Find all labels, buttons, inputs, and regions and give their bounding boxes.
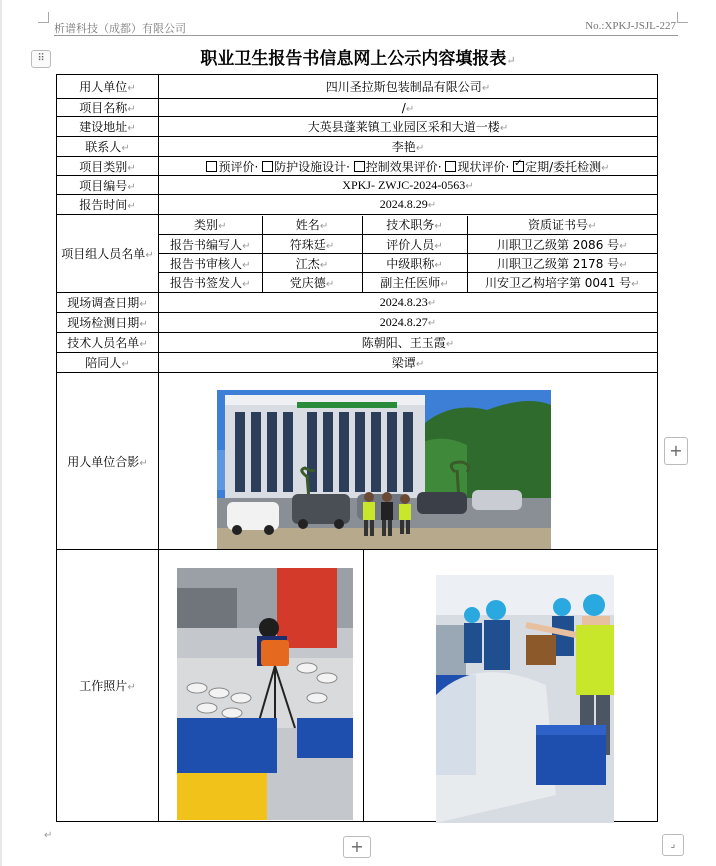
label-team: 项目组人员名单↵ [57, 215, 159, 293]
category-option[interactable]: 预评价 [206, 160, 254, 174]
add-row-icon[interactable]: + [343, 836, 371, 858]
category-option[interactable]: ✓定期/委托检测 [513, 160, 601, 174]
team-table [159, 216, 657, 292]
checkbox-checked-icon[interactable] [513, 161, 524, 172]
row-category [57, 157, 658, 176]
table-resize-icon[interactable]: ⌟ [662, 834, 684, 856]
team-header: 类别↵ [159, 216, 262, 235]
label-category: 项目类别↵ [57, 157, 159, 176]
work-photo-workers[interactable] [436, 575, 614, 823]
team-title[interactable]: 副主任医师↵ [362, 273, 467, 292]
table-move-handle-icon[interactable]: ⠿ [31, 50, 51, 68]
value-project-name[interactable]: /↵ [159, 99, 658, 117]
team-header: 技术职务↵ [362, 216, 467, 235]
team-cert[interactable]: 川安卫乙构培字第 0041 号↵ [467, 273, 657, 292]
row-technicians [57, 333, 658, 353]
team-title[interactable]: 中级职称↵ [362, 254, 467, 273]
team-header-row [159, 216, 657, 235]
row-report-date [57, 195, 658, 215]
team-header: 姓名↵ [262, 216, 362, 235]
group-photo-image [217, 390, 551, 549]
row-contact [57, 137, 658, 157]
row-address [57, 117, 658, 137]
add-column-icon[interactable]: + [664, 437, 688, 465]
document-title: 职业卫生报告书信息网上公示内容填报表↵ [200, 49, 516, 69]
document-title-text: 职业卫生报告书信息网上公示内容填报表 [200, 49, 507, 69]
team-role[interactable]: 报告书编写人↵ [159, 235, 262, 254]
value-test-date[interactable]: 2024.8.27↵ [159, 313, 658, 333]
label-companion: 陪同人↵ [57, 353, 159, 373]
team-cert[interactable]: 川职卫乙级第 2178 号↵ [467, 254, 657, 273]
photo-divider [363, 550, 364, 821]
work-photo-equipment[interactable] [177, 568, 353, 820]
label-project-number: 项目编号↵ [57, 176, 159, 195]
value-address[interactable]: 大英县蓬莱镇工业园区采和大道一楼↵ [159, 117, 658, 137]
label-work-photos: 工作照片↵ [57, 550, 159, 822]
margin-corner-mark [677, 12, 688, 23]
row-employer [57, 75, 658, 99]
value-report-date[interactable]: 2024.8.29↵ [159, 195, 658, 215]
paragraph-mark: ↵ [44, 830, 53, 841]
team-row [159, 273, 657, 292]
category-option[interactable]: 控制效果评价 [354, 160, 438, 174]
label-survey-date: 现场调查日期↵ [57, 293, 159, 313]
row-test-date [57, 313, 658, 333]
header-doc-number: No.:XPKJ-JSJL-227 [585, 20, 676, 32]
category-option[interactable]: 防护设施设计 [262, 160, 346, 174]
group-photo[interactable] [217, 390, 551, 549]
page-edge [0, 0, 2, 866]
row-project-number [57, 176, 658, 195]
team-title[interactable]: 评价人员↵ [362, 235, 467, 254]
team-cert[interactable]: 川职卫乙级第 2086 号↵ [467, 235, 657, 254]
team-role[interactable]: 报告书签发人↵ [159, 273, 262, 292]
value-project-number[interactable]: XPKJ- ZWJC-2024-0563↵ [159, 176, 658, 195]
checkbox-icon[interactable] [354, 161, 365, 172]
row-survey-date [57, 293, 658, 313]
row-team [57, 215, 658, 293]
category-option[interactable]: 现状评价 [445, 160, 505, 174]
label-group-photo: 用人单位合影↵ [57, 373, 159, 550]
label-contact: 联系人↵ [57, 137, 159, 157]
label-report-date: 报告时间↵ [57, 195, 159, 215]
checkbox-icon[interactable] [445, 161, 456, 172]
team-header: 资质证书号↵ [467, 216, 657, 235]
label-test-date: 现场检测日期↵ [57, 313, 159, 333]
team-name[interactable]: 党庆德↵ [262, 273, 362, 292]
value-companion[interactable]: 梁谭↵ [159, 353, 658, 373]
row-companion [57, 353, 658, 373]
team-row [159, 235, 657, 254]
work-photo-workers-image [436, 575, 614, 823]
header-company: 析谱科技（成都）有限公司 [54, 22, 186, 35]
value-technicians[interactable]: 陈朝阳、王玉霞↵ [159, 333, 658, 353]
row-project-name [57, 99, 658, 117]
value-survey-date[interactable]: 2024.8.23↵ [159, 293, 658, 313]
label-employer: 用人单位↵ [57, 75, 159, 99]
team-role[interactable]: 报告书审核人↵ [159, 254, 262, 273]
work-photo-equipment-image [177, 568, 353, 820]
label-address: 建设地址↵ [57, 117, 159, 137]
value-employer[interactable]: 四川圣拉斯包装制品有限公司↵ [159, 75, 658, 99]
checkbox-icon[interactable] [262, 161, 273, 172]
margin-corner-mark [38, 12, 49, 23]
label-technicians: 技术人员名单↵ [57, 333, 159, 353]
team-row [159, 254, 657, 273]
team-name[interactable]: 符珠廷↵ [262, 235, 362, 254]
header-rule [54, 35, 678, 36]
checkbox-icon[interactable] [206, 161, 217, 172]
label-project-name: 项目名称↵ [57, 99, 159, 117]
value-category: 预评价· 防护设施设计· 控制效果评价· 现状评价· ✓定期/委托检测↵ [159, 157, 658, 176]
team-name[interactable]: 江杰↵ [262, 254, 362, 273]
value-contact[interactable]: 李艳↵ [159, 137, 658, 157]
team-cell [159, 215, 658, 293]
